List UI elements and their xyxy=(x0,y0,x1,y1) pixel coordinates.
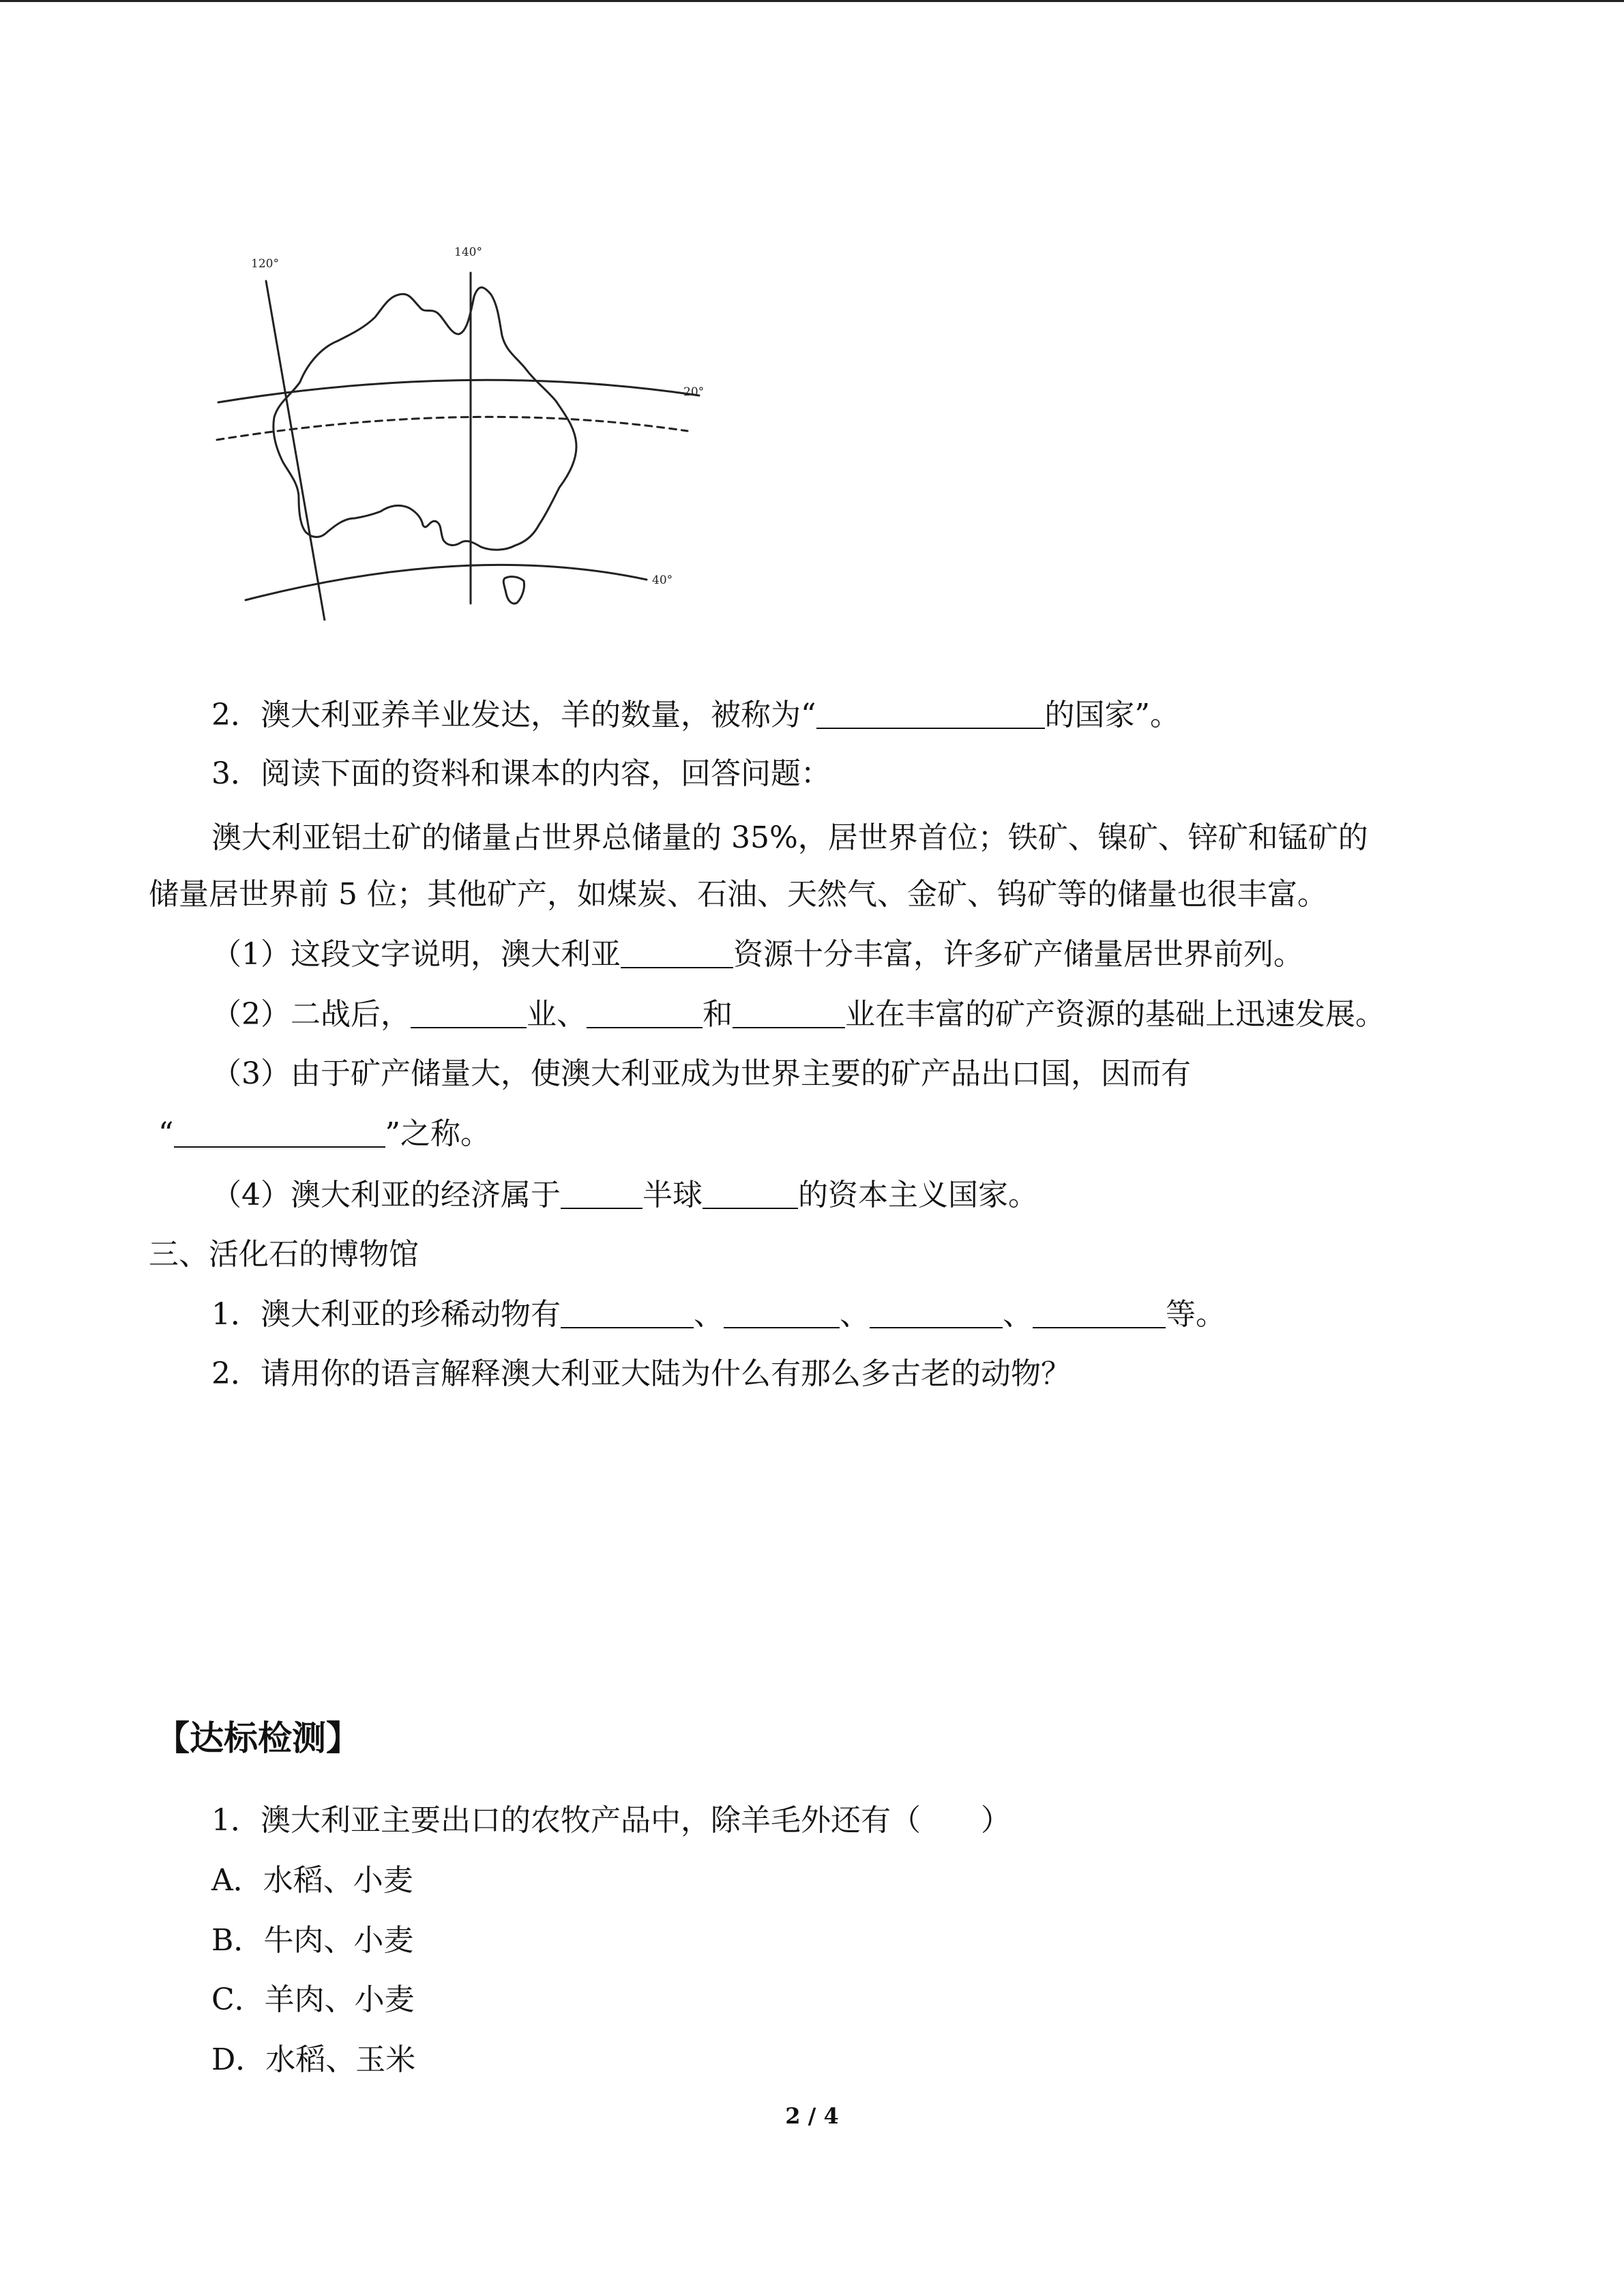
sub2-text-1: （2）二战后， xyxy=(211,997,411,1032)
s3-q1-end: 等。 xyxy=(1166,1297,1226,1332)
label-20: 20° xyxy=(683,385,705,399)
sub3-quote-open: “ xyxy=(158,1116,174,1151)
label-140: 140° xyxy=(454,245,482,259)
passage-text-1: 澳大利亚铝土矿的储量占世界总储量的 35%，居世界首位；铁矿、镍矿、锌矿和锰矿的 xyxy=(211,820,1368,855)
sub1-blank xyxy=(621,936,733,968)
q2-line xyxy=(0,695,1624,736)
test-heading: 【达标检测】 xyxy=(156,1718,360,1758)
option-d[interactable] xyxy=(0,2040,1624,2081)
sub2-text-3: 和 xyxy=(703,997,733,1032)
passage-line-1 xyxy=(0,818,1624,859)
sub3-line-1 xyxy=(0,1054,1624,1094)
sub4-blank-2 xyxy=(703,1176,798,1209)
tasmania-outline xyxy=(503,577,524,603)
s3-q1-line xyxy=(0,1294,1624,1335)
s3-q1-sep-1: 、 xyxy=(694,1297,724,1332)
s3-q1-sep-2: 、 xyxy=(840,1297,870,1332)
option-c-text: C．羊肉、小麦 xyxy=(211,1982,415,2017)
australia-map xyxy=(205,232,737,621)
option-d-text: D．水稻、玉米 xyxy=(211,2042,416,2077)
s3-q1-blank-1 xyxy=(561,1296,694,1328)
label-120: 120° xyxy=(251,257,279,271)
s3-q1-sep-3: 、 xyxy=(1003,1297,1033,1332)
sub4-text-1: （4）澳大利亚的经济属于 xyxy=(211,1178,561,1212)
sub3-text-1: （3）由于矿产储量大，使澳大利亚成为世界主要的矿产品出口国，因而有 xyxy=(211,1056,1191,1091)
parallel-40 xyxy=(246,565,647,600)
passage-line-2 xyxy=(0,874,1624,915)
s3-q2-line xyxy=(0,1354,1624,1395)
s3-q1-blank-3 xyxy=(870,1296,1003,1328)
option-c[interactable] xyxy=(0,1980,1624,2021)
sub1-text-after: 资源十分丰富，许多矿产储量居世界前列。 xyxy=(733,937,1303,972)
section3-title xyxy=(0,1234,1624,1275)
parallel-20 xyxy=(218,380,699,402)
sub4-line xyxy=(0,1175,1624,1216)
option-b-text: B．牛肉、小麦 xyxy=(211,1923,414,1958)
sub4-text-3: 的资本主义国家。 xyxy=(798,1178,1038,1212)
sub3-blank xyxy=(174,1115,385,1148)
sub2-blank-3 xyxy=(733,996,845,1028)
sub3-text-after: ”之称。 xyxy=(385,1116,490,1151)
section3-title-text: 三、活化石的博物馆 xyxy=(149,1237,419,1272)
test-q1-text: 1．澳大利亚主要出口的农牧产品中，除羊毛外还有（ ） xyxy=(211,1803,1011,1838)
q2-blank xyxy=(816,696,1045,729)
sub4-blank-1 xyxy=(561,1176,643,1209)
meridian-120 xyxy=(266,281,325,621)
option-a-text: A．水稻、小麦 xyxy=(211,1863,413,1898)
option-b[interactable] xyxy=(0,1920,1624,1961)
page-number: 2 / 4 xyxy=(785,2103,839,2129)
sub4-text-2: 半球 xyxy=(643,1178,703,1212)
option-a[interactable] xyxy=(0,1860,1624,1901)
s3-q1-blank-4 xyxy=(1033,1296,1166,1328)
label-40: 40° xyxy=(652,573,673,587)
sub3-line-2 xyxy=(0,1114,1624,1154)
parallel-tropic xyxy=(217,417,688,440)
sub2-blank-2 xyxy=(587,996,703,1028)
page-top-border xyxy=(0,0,1624,2)
s3-q2-text: 2．请用你的语言解释澳大利亚大陆为什么有那么多古老的动物？ xyxy=(211,1356,1071,1391)
s3-q1-blank-2 xyxy=(724,1296,840,1328)
q3-text: 3．阅读下面的资料和课本的内容，回答问题： xyxy=(211,756,831,791)
test-q1-line xyxy=(0,1800,1624,1841)
sub1-text-before: （1）这段文字说明，澳大利亚 xyxy=(211,937,621,972)
passage-text-2: 储量居世界前 5 位；其他矿产，如煤炭、石油、天然气、金矿、钨矿等的储量也很丰富。 xyxy=(149,877,1327,912)
sub1-line xyxy=(0,934,1624,975)
s3-q1-text: 1．澳大利亚的珍稀动物有 xyxy=(211,1297,561,1332)
q3-line xyxy=(0,754,1624,794)
q2-text-after: 的国家”。 xyxy=(1044,698,1180,732)
sub2-text-4: 业在丰富的矿产资源的基础上迅速发展。 xyxy=(845,997,1385,1032)
sub2-line xyxy=(0,994,1624,1035)
sub2-text-2: 业、 xyxy=(527,997,587,1032)
sub2-blank-1 xyxy=(411,996,527,1028)
q2-text-before: 2．澳大利亚养羊业发达，羊的数量，被称为“ xyxy=(211,698,816,732)
